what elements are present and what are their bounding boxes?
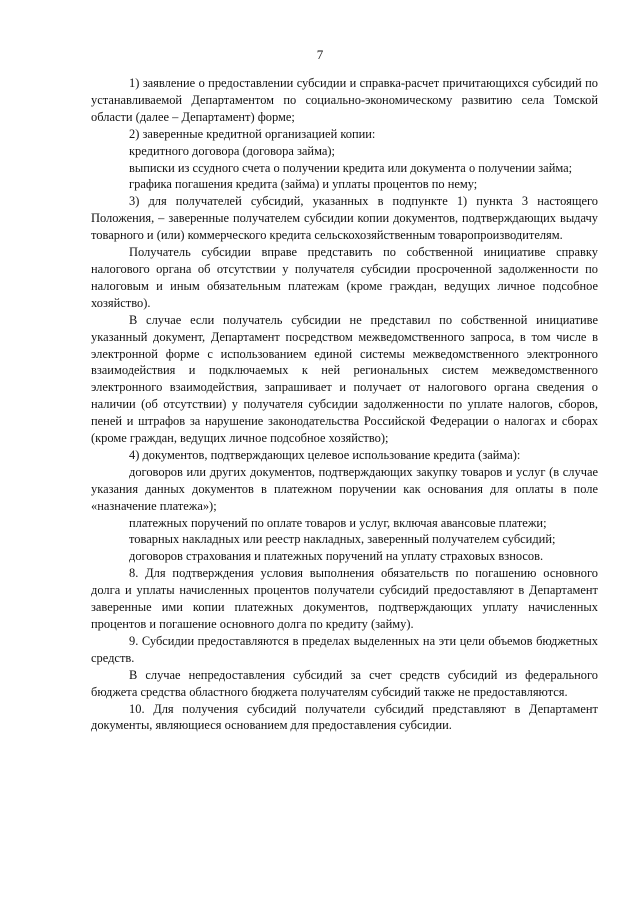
paragraph: 4) документов, подтверждающих целевое использование кредита (займа): [129,447,521,462]
paragraph: договоров страхования и платежных поручений на уплату страховых взносов. [129,549,544,564]
document-body [91,75,598,734]
paragraph: Получатель субсидии вправе представить по собственной инициативе справку налогового органа об отсутствии у получателя субсидии просроченной задолженности по налоговым и иным обязательным платежам (кроме граждан, ведущих личное подсобное хозяйство). [91,245,598,310]
paragraph: В случае если получатель субсидии не представил по собственной инициативе указанный документ, Департамент посредством межведомственного запроса, в том числе в электронной форме с использованием единой системы межведомственного электронного взаимодействия и подключаемых к ней региональных систем межведомственного электронного взаимодействия, запрашивает и получает от налогового органа сведения о наличии (об отсутствии) у получателя субсидии задолженности по уплате налогов, сборов, пеней и штрафов за нарушение законодательства Российской Федерации о налогах и сборах (кроме граждан, ведущих личное подсобное хозяйство); [91,312,598,446]
page-number: 7 [316,47,324,62]
paragraph: 10. Для получения субсидий получатели субсидий представляют в Департамент документы, являющиеся основанием для предоставления субсидии. [91,701,598,733]
paragraph: выписки из ссудного счета о получении кредита или документа о получении займа; [129,160,573,175]
paragraph: 1) заявление о предоставлении субсидии и справка-расчет причитающихся субсидий по устанавливаемой Департаментом по социально-экономическому развитию села Томской области (далее – Департамент) форме; [91,76,598,124]
paragraph: товарных накладных или реестр накладных, заверенный получателем субсидий; [129,532,556,547]
paragraph: 3) для получателей субсидий, указанных в подпункте 1) пункта 3 настоящего Положения, – заверенные получателем субсидии копии документов, подтверждающих выдачу товарного и (или) коммерческого кредита сельскохозяйственным товаропроизводителям. [91,194,598,243]
paragraph: 8. Для подтверждения условия выполнения обязательств по погашению основного долга и уплаты начисленных процентов получатели субсидий предоставляют в Департамент заверенные ими копии платежных документов, подтверждающих уплату начисленных процентов и погашение основного долга по кредиту (займу). [91,566,598,631]
paragraph: графика погашения кредита (займа) и уплаты процентов по нему; [129,177,478,192]
paragraph: В случае непредоставления субсидий за счет средств субсидий из федерального бюджета средства областного бюджета получателям субсидий также не предоставляются. [91,667,598,699]
paragraph: кредитного договора (договора займа); [129,143,335,158]
paragraph: платежных поручений по оплате товаров и услуг, включая авансовые платежи; [129,515,547,530]
paragraph: 9. Субсидии предоставляются в пределах выделенных на эти цели объемов бюджетных средств. [91,633,598,665]
paragraph: 2) заверенные кредитной организацией копии: [129,126,376,141]
paragraph: договоров или других документов, подтверждающих закупку товаров и услуг (в случае указания данных документов в платежном поручении как основания для оплаты в поле «назначение платежа»); [91,464,598,513]
